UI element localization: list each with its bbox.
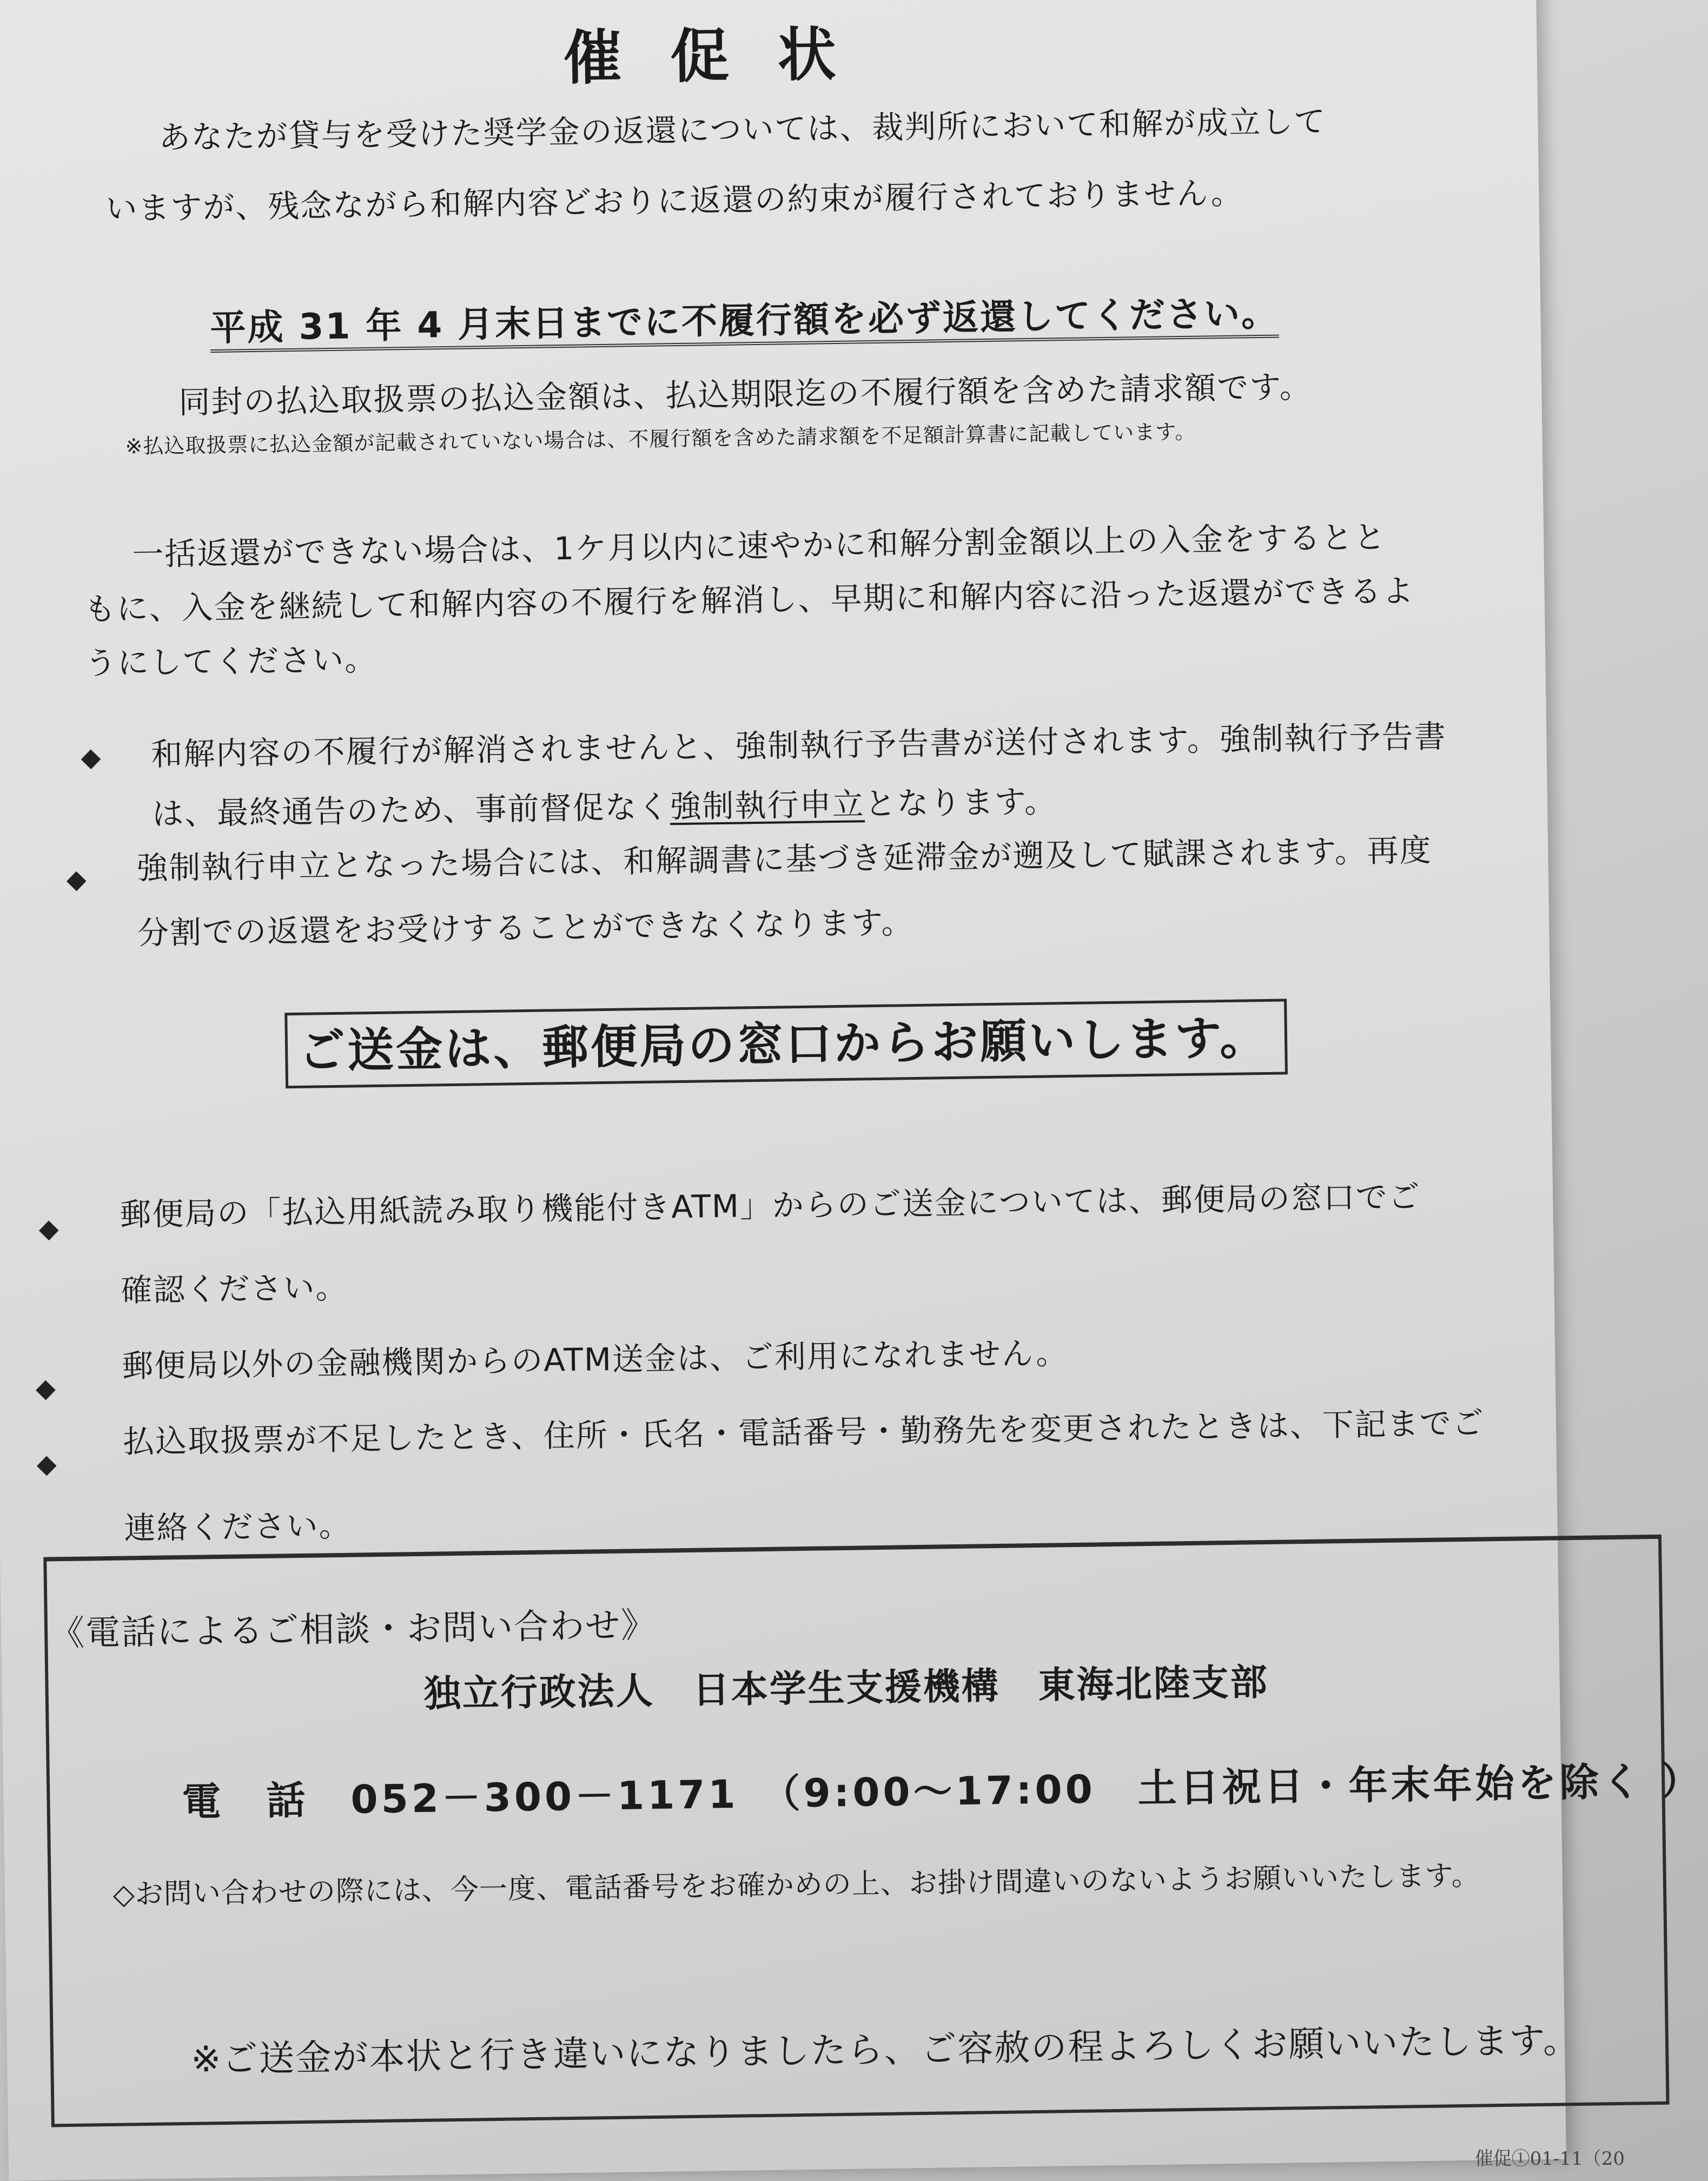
diamond-bullet-icon: ◆ (66, 864, 87, 895)
contact-organization: 独立行政法人 日本学生支援機構 東海北陸支部 (423, 1661, 1269, 1716)
remittance-item-3-line-1: 払込取扱票が不足したとき、住所・氏名・電話番号・勤務先を変更されたときは、下記までご (122, 1404, 1485, 1460)
warning-2-line-1: 強制執行申立となった場合には、和解調書に基づき延滞金が遡及して賦課されます。再度 (136, 831, 1433, 887)
time-range: （9:00～17:00 (780, 1766, 1096, 1816)
form-code: 催促①01-11（20 (1474, 2148, 1625, 2170)
payment-slip-note: 同封の払込取扱票の払込金額は、払込期限迄の不履行額を含めた請求額です。 (178, 368, 1313, 421)
warning-1-line-2-before: は、最終通告のため、事前督促なく (151, 788, 671, 832)
remittance-item-3-line-2: 連絡ください。 (124, 1506, 352, 1547)
warning-2-line-2: 分割での返還をお受けすることができなくなります。 (137, 904, 914, 952)
lump-sum-line-2: もに、入金を継続して和解内容の不履行を解消し、早期に和解内容に沿った返還ができるよ (84, 572, 1415, 628)
footer-note: ※ご送金が本状と行き違いになりましたら、 (190, 2028, 921, 2080)
forced-execution-term: 強制執行申立 (670, 785, 865, 825)
payment-slip-footnote: ※払込取扱票に払込金額が記載されていない場合は、不履行額を含めた請求額を不足額計算書に記載しています。 (125, 419, 1196, 459)
lump-sum-line-3: うにしてください。 (84, 640, 378, 682)
phone-label: 電 話 (181, 1777, 309, 1825)
document-title: 催促状 (562, 20, 885, 92)
contact-note-2: ◇お問い合わせの際には、今一度、電話番号をお確かめの上、 (112, 1867, 910, 1911)
warning-1-line-2-after: となります。 (864, 783, 1057, 823)
contact-hours: 土日祝日・年末年始を除く ） (1137, 1757, 1704, 1812)
diamond-bullet-icon: ◆ (36, 1449, 57, 1479)
footer-note-3: ご容赦の程よろしくお願いいたします。 (920, 2019, 1580, 2071)
diamond-bullet-icon: ◆ (38, 1213, 59, 1244)
deadline-heading: 平成 31 年 4 月末日までに不履行額を必ず返還してください。 (210, 295, 1279, 353)
warning-1-line-2 (151, 783, 1057, 832)
remittance-item-2-line-1: 郵便局以外の金融機関からのATM送金は、ご利用になれません。 (121, 1334, 1069, 1385)
remittance-item-1-line-1: 郵便局の「払込用紙読み取り機能付きATM」からのご送金については、郵便局の窓口でご (119, 1178, 1421, 1233)
intro-line-2: いますが、残念ながら和解内容どおりに返還の約束が履行されておりません。 (105, 174, 1244, 227)
contact-note-1: お掛け間違いのないようお願いいたします。 (909, 1859, 1480, 1900)
diamond-bullet-icon: ◆ (35, 1373, 56, 1404)
diamond-bullet-icon: ◆ (81, 742, 101, 773)
intro-line-1: あなたが貸与を受けた奨学金の返還については、裁判所において和解が成立して (158, 103, 1327, 156)
contact-heading: 《電話によるご相談・お問い合わせ》 (49, 1605, 657, 1654)
lump-sum-line-1: 一括返還ができない場合は、1ケ月以内に速やかに和解分割金額以上の入金をするとと (131, 518, 1387, 573)
remittance-item-1-line-2: 確認ください。 (120, 1268, 348, 1309)
warning-1-line-1: 和解内容の不履行が解消されませんと、強制執行予告書が送付されます。強制執行予告書 (151, 718, 1447, 773)
phone-number: 052－300－1171 (350, 1771, 739, 1822)
remittance-heading: ご送金は、郵便局の窓口からお願いします。 (284, 999, 1288, 1088)
